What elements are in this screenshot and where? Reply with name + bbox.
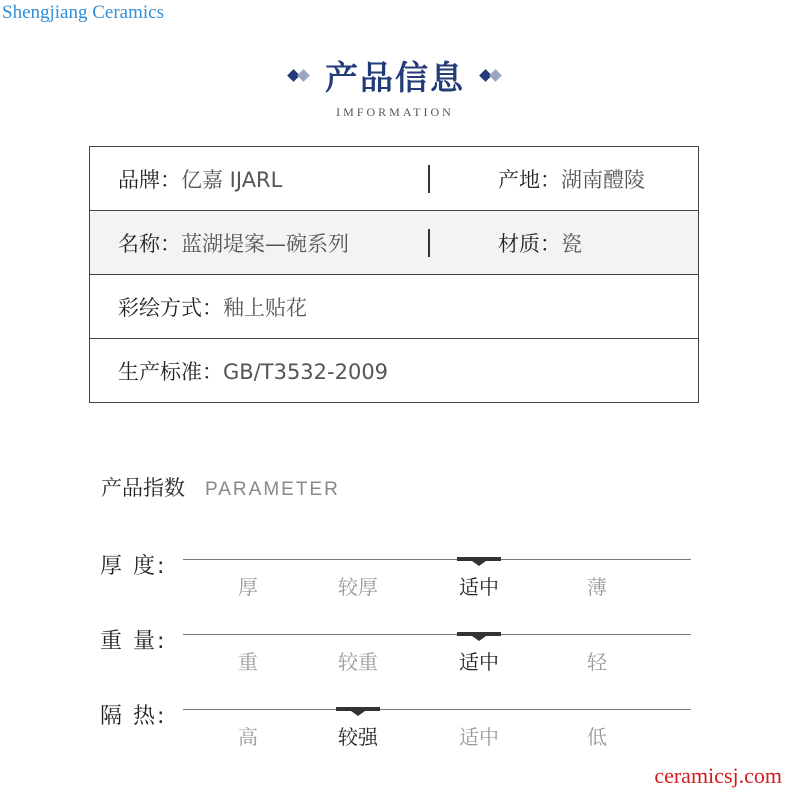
scale-marker [457,557,501,561]
painting-value: 釉上贴花 [223,295,307,320]
scale-option: 适中 [459,725,499,749]
watermark-top: Shengjiang Ceramics [2,2,164,23]
scale-line [183,634,691,635]
painting-cell [118,292,307,322]
material-cell [498,228,582,258]
parameter-title-en: PARAMETER [205,479,340,500]
name-label: 名称： [118,231,181,256]
info-row-brand [90,147,698,211]
section-header [0,52,790,120]
scale-insulation [0,699,790,759]
scale-option: 重 [238,650,258,674]
name-value: 蓝湖堤案—碗系列 [181,231,349,256]
origin-value: 湖南醴陵 [561,167,645,192]
standard-cell [118,356,388,386]
scale-line [183,559,691,560]
standard-value: GB/T3532-2009 [223,359,389,384]
scale-line [183,709,691,710]
origin-label: 产地： [498,167,561,192]
material-value: 瓷 [561,231,582,256]
product-info-table [89,146,699,403]
material-label: 材质： [498,231,561,256]
info-row-standard [90,339,698,402]
standard-label: 生产标准： [118,359,223,384]
painting-label: 彩绘方式： [118,295,223,320]
brand-label: 品牌： [118,167,181,192]
scale-option: 较厚 [338,575,378,599]
parameter-title: 产品指数 [101,476,185,500]
column-divider [428,165,430,193]
scale-thickness [0,549,790,609]
name-cell [118,228,349,258]
diamond-left-icon [287,69,311,83]
scale-option: 适中 [459,650,499,674]
scale-option: 厚 [238,575,258,599]
scale-option: 适中 [459,575,499,599]
watermark-bottom: ceramicsj.com [654,763,782,788]
scale-option: 薄 [587,575,607,599]
parameter-header [101,472,340,502]
scale-option: 较重 [338,650,378,674]
brand-cell [118,164,282,194]
page-title: 产品信息 [325,58,465,97]
column-divider [428,229,430,257]
diamond-right-icon [479,69,503,83]
page-subtitle: IMFORMATION [336,105,454,119]
scale-label: 厚 度: [100,554,167,579]
scale-option: 较强 [338,725,378,749]
origin-cell [498,164,645,194]
scale-marker [336,707,380,711]
scale-label: 隔 热: [100,704,167,729]
scale-option: 高 [238,725,258,749]
scale-option: 轻 [587,650,607,674]
brand-value: 亿嘉 IJARL [181,167,283,192]
scale-option: 低 [587,725,607,749]
scale-label: 重 量: [100,629,167,654]
scale-marker [457,632,501,636]
scale-weight [0,624,790,684]
info-row-name [90,211,698,275]
info-row-painting [90,275,698,339]
